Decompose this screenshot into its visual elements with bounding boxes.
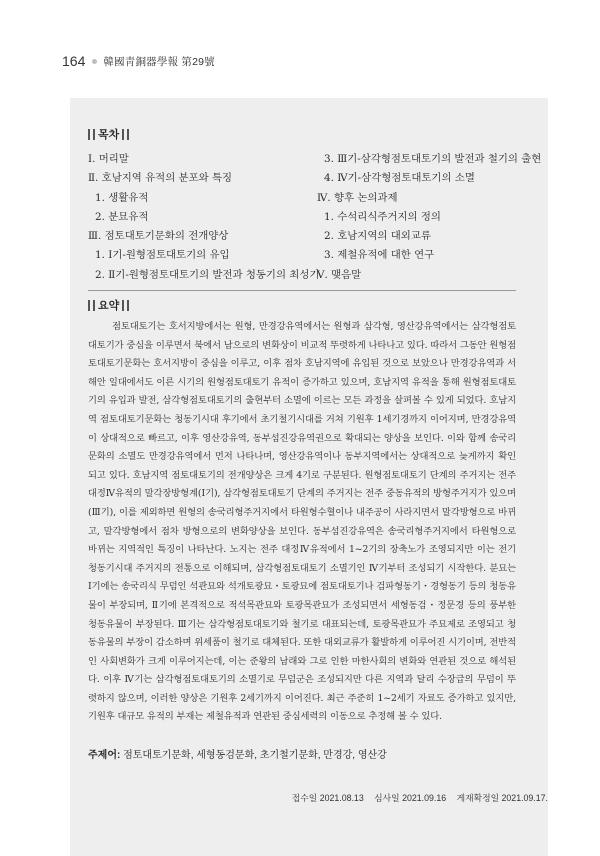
toc-item: 2. 호남지역의 대외교류: [324, 230, 431, 243]
section-marker-icon: [88, 300, 90, 311]
toc-item: 2. Ⅱ기-원형점토대토기의 발전과 청동기의 최성기: [95, 268, 320, 281]
bullet-dot-icon: [92, 59, 97, 64]
toc-item: 4. Ⅳ기-삼각형점토대토기의 소멸: [324, 172, 475, 185]
toc-heading: [88, 126, 129, 142]
section-marker-icon: [122, 129, 124, 140]
section-marker-icon: [93, 300, 95, 311]
toc-item: Ⅱ. 호남지역 유적의 분포와 특징: [88, 172, 233, 185]
toc-item: Ⅰ. 머리말: [88, 153, 129, 165]
toc-item: Ⅲ. 점토대토기문화의 전개양상: [88, 230, 229, 243]
toc-item: 1. Ⅰ기-원형점토대토기의 유입: [95, 249, 230, 262]
reviewed-date: 심사일 2021.09.16: [374, 793, 447, 803]
journal-title: 韓國靑銅器學報 第29號: [103, 55, 215, 68]
section-marker-icon: [122, 300, 124, 311]
section-marker-icon: [93, 129, 95, 140]
toc-item: 3. Ⅲ기-삼각형점토대토기의 발전과 철기의 출현: [324, 153, 542, 165]
toc-item: Ⅴ. 맺음말: [317, 268, 362, 281]
toc-item: 2. 분묘유적: [95, 210, 149, 223]
toc-item: 1. 생활유적: [95, 191, 149, 204]
toc-right-column: [317, 150, 541, 285]
toc-item: Ⅳ. 향후 논의과제: [317, 191, 398, 204]
section-marker-icon: [127, 300, 129, 311]
toc-item: 3. 제철유적에 대한 연구: [324, 249, 435, 262]
received-date: 접수일 2021.08.13: [291, 793, 364, 803]
keywords-label: 주제어:: [88, 750, 121, 761]
accepted-date: 게재확정일 2021.09.17.: [456, 793, 548, 803]
keywords-text: 점토대토기문화, 세형동검문화, 초기철기문화, 만경강, 영산강: [123, 750, 387, 761]
section-divider: [88, 290, 516, 291]
keywords-line: [88, 746, 387, 761]
abstract-body: 점토대토기는 호서지방에서는 원형, 만경강유역에서는 원형과 삼각형, 영산강유역에서는 삼각형점토대토기가 중심을 이루면서 북에서 남으로의 변화상이 비교적 뚜렷하게 나타나고 있다. 따라서 그동안 원형점토대토기문화는 호서지방이 중심을 이루고, 이후 점차 호남지역에 유입된 것으로 보았으나 만경강유역과 서해안 일대에서도 이른 시기의 원형점토대토기 유적이 증가하고 있으며, 호남지역 유적을 통해 원형점토대토기의 유입과 발전, 삼각형점토대토기의 출현부터 소멸에 이르는 모든 과정을 살펴볼 수 있게 되었다. 호남지역 점토대토기문화는 청동기시대 후기에서 초기철기시대를 거쳐 기원후 1세기경까지 이어지며, 만경강유역이 상대적으로 빠르고, 이후 영산강유역, 동부섬진강유역권으로 확대되는 양상을 보인다. 이와 함께 송국리문화의 소멸도 만경강유역에서 먼저 나타나며, 영산강유역이나 동부지역에서는 상대적으로 늦게까지 확인되고 있다. 호남지역 점토대토기의 전개양상은 크게 4기로 구분된다. 원형점토대토기 단계의 주거지는 전주 대정Ⅳ유적의 말각장방형계(Ⅰ기), 삼각형점토대토기 단계의 주거지는 전주 중동유적의 방형주거지가 있으며(Ⅲ기), 이를 제외하면 원형의 송국리형주거지에서 타원형수혈이나 내주공이 사라지면서 말각방형으로 바뀌고, 말각방형에서 점차 방형으로의 변화양상을 보인다. 동부섬진강유역은 송국리형주거지에서 타원형으로 바뀌는 지역적인 특징이 나타난다. 노지는 전주 대정Ⅳ유적에서 1~2기의 장축노가 조영되지만 이는 전기 청동기시대 주거지의 전통으로 이해되며, 삼각형점토대토기 소멸기인 Ⅳ기부터 조성되기 시작한다. 분묘는 Ⅰ기에는 송국리식 무덤인 석관묘와 석개토광묘・토광묘에 점토대토기나 검파형동기・경형동기 등의 청동유물이 부장되며, Ⅱ기에 본격적으로 적석목관묘와 토광목관묘가 조성되면서 세형동검・정문경 등의 풍부한 청동유물이 부장된다. Ⅲ기는 삼각형점토대토기와 철기로 대표되는데, 토광목관묘가 주묘제로 조영되고 청동유물의 부장이 감소하며 위세품이 철기로 대체된다. 또한 대외교류가 활발하게 이루어진 시기이며, 전반적인 사회변화가 크게 이루어지는데, 이는 준왕의 남래와 그로 인한 마한사회의 변화와 연관된 것으로 해석된다. 이후 Ⅳ기는 삼각형점토대토기의 소멸기로 무덤군은 조성되지만 다른 지역과 달리 수장급의 무덤이 뚜렷하지 않으며, 이러한 양상은 기원후 2세기까지 이어진다. 최근 주준히 1~2세기 자료도 증가하고 있지만, 기원후 대규모 유적의 부재는 제철유적과 연관된 중심세력의 이동으로 추정해 볼 수 있다.: [88, 321, 516, 723]
toc-item: 1. 수석리식주거지의 정의: [324, 210, 441, 223]
section-marker-icon: [127, 129, 129, 140]
review-dates: [284, 791, 548, 804]
section-marker-icon: [88, 129, 90, 140]
page-number: 164: [62, 53, 86, 69]
running-header: [62, 53, 215, 69]
abstract-heading: [88, 297, 129, 313]
toc-left-column: [88, 150, 319, 285]
abstract-title: 요약: [98, 300, 120, 312]
toc-title: 목차: [98, 129, 120, 141]
